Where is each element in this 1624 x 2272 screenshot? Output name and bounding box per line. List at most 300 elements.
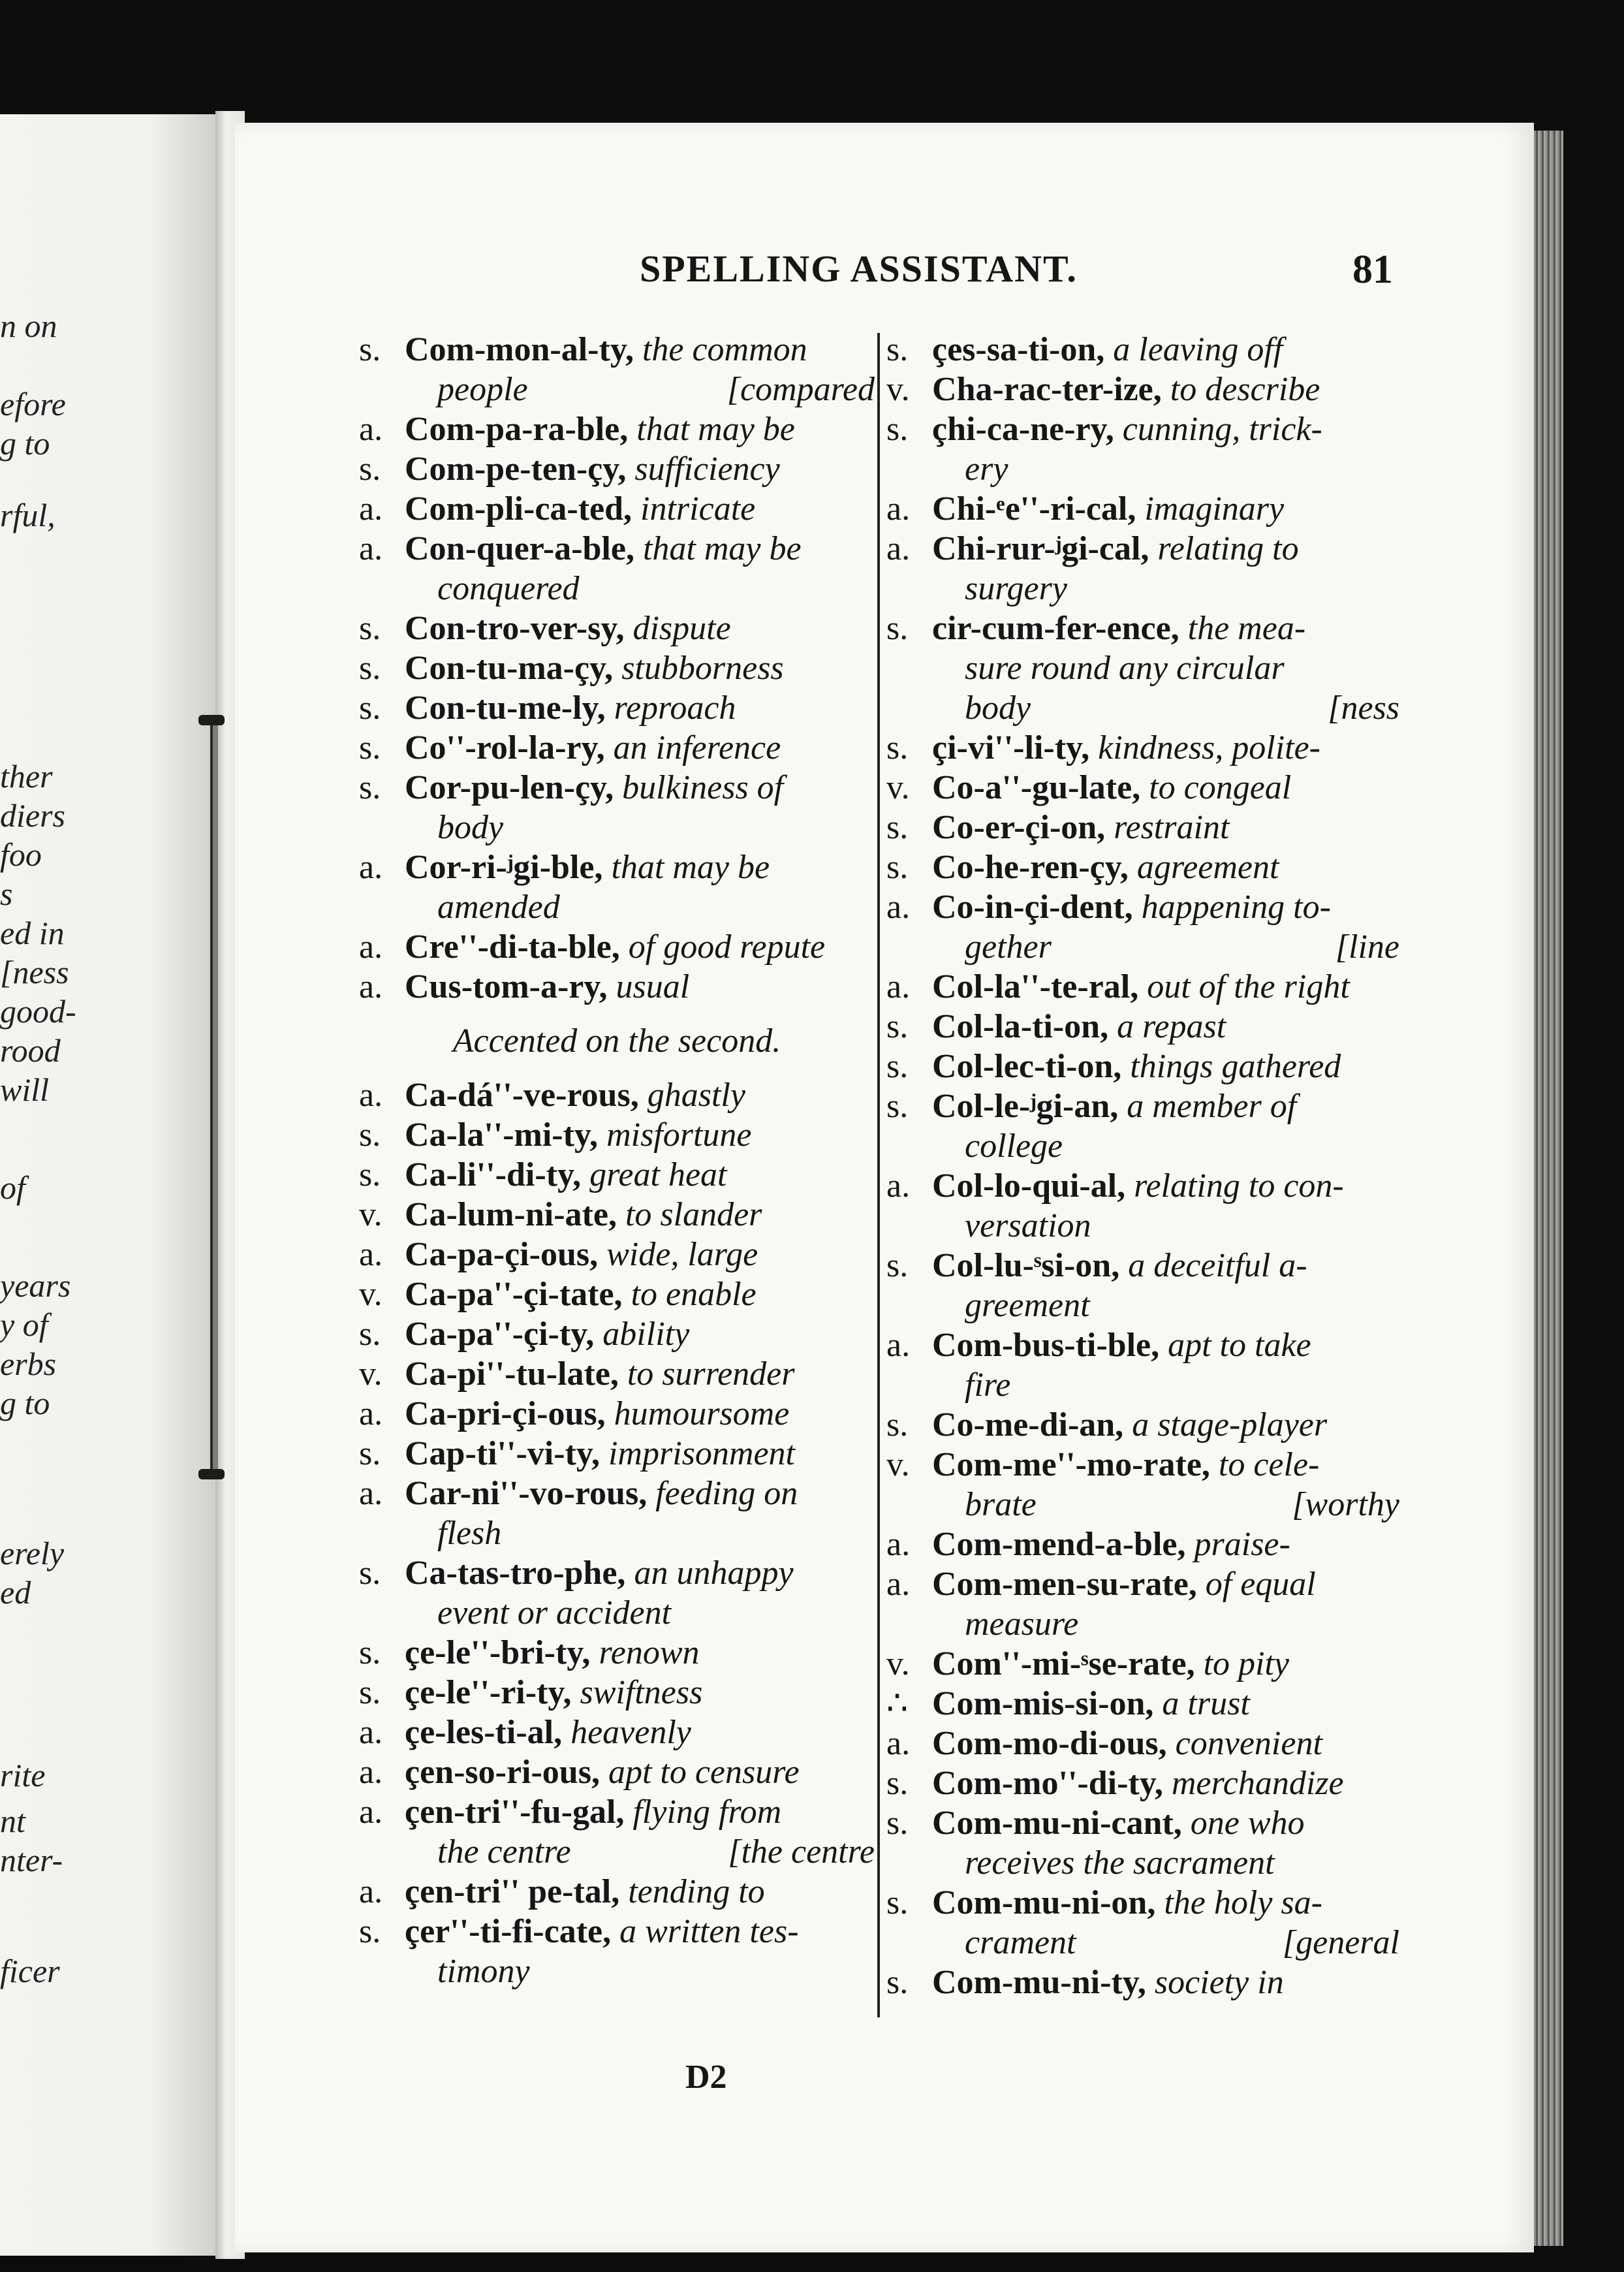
dictionary-entry [886, 1684, 1399, 1724]
left-margin-fragment: ed [0, 1574, 31, 1611]
definition: to enable [631, 1276, 757, 1313]
definition: of equal [1205, 1566, 1316, 1603]
part-of-speech: s. [359, 1156, 381, 1193]
left-margin-fragment: n on [0, 308, 57, 344]
dictionary-entry [359, 1235, 875, 1274]
dictionary-entry [359, 1712, 875, 1752]
definition: to congeal [1149, 769, 1292, 806]
headword: Com-pe-ten-çy, [405, 450, 627, 488]
headword: Com-mend-a-ble, [932, 1526, 1186, 1563]
part-of-speech: v. [886, 371, 910, 408]
continuation-text: crament [965, 1924, 1076, 1961]
dictionary-entry [359, 1115, 875, 1155]
dictionary-entry [886, 409, 1399, 449]
definition: things gathered [1130, 1048, 1341, 1085]
headword: Co-er-çi-on, [932, 809, 1106, 846]
part-of-speech: s. [886, 1008, 909, 1045]
continuation-text: greement [965, 1287, 1090, 1324]
definition: feeding on [655, 1475, 798, 1512]
left-margin-fragment: ed in [0, 915, 65, 951]
headword: Con-tu-ma-çy, [405, 650, 614, 687]
headword: Co-a''-gu-late, [932, 769, 1141, 806]
definition-continuation [886, 449, 1399, 489]
dictionary-entry [359, 768, 875, 808]
headword: çe-le''-bri-ty, [405, 1634, 591, 1671]
continuation-text: gether [965, 928, 1052, 966]
headword: Com-mu-ni-cant, [932, 1805, 1182, 1842]
headword: Com-mo''-di-ty, [932, 1765, 1163, 1802]
dictionary-entry [359, 330, 875, 370]
definition: of good repute [628, 928, 826, 966]
headword: Co-me-di-an, [932, 1406, 1124, 1444]
definition: an unhappy [634, 1554, 794, 1592]
part-of-speech: s. [359, 1316, 381, 1353]
left-margin-fragment: erely [0, 1535, 65, 1571]
definition: a written tes- [619, 1913, 799, 1950]
headword: Co-he-ren-çy, [932, 849, 1129, 886]
dictionary-entry [359, 648, 875, 688]
dictionary-entry [359, 1274, 875, 1314]
dictionary-entry [359, 1075, 875, 1115]
definition-continuation [886, 1604, 1399, 1644]
definition: cunning, trick- [1122, 411, 1322, 448]
part-of-speech: s. [886, 1048, 909, 1085]
definition: the mea- [1187, 610, 1306, 647]
left-margin-fragment: ficer [0, 1953, 60, 1989]
part-of-speech: s. [886, 849, 909, 886]
part-of-speech: s. [886, 331, 909, 368]
part-of-speech: a. [886, 490, 911, 528]
definition: out of the right [1147, 968, 1350, 1005]
part-of-speech: s. [359, 689, 381, 727]
continuation-text: flesh [437, 1515, 502, 1552]
headword: Col-la''-te-ral, [932, 968, 1139, 1005]
definition-continuation [886, 1286, 1399, 1325]
continuation-text: surgery [965, 570, 1067, 607]
part-of-speech: s. [886, 1088, 909, 1125]
part-of-speech: v. [359, 1276, 383, 1313]
part-of-speech: a. [359, 1873, 383, 1910]
continuation-text: body [965, 689, 1031, 727]
definition-continuation [886, 1843, 1399, 1883]
definition: a trust [1162, 1685, 1250, 1722]
definition-continuation [886, 1923, 1399, 1963]
dictionary-entry [359, 1872, 875, 1912]
part-of-speech: a. [359, 1236, 383, 1273]
headword: Col-la-ti-on, [932, 1008, 1109, 1045]
left-margin-fragment: g to [0, 425, 50, 462]
definition: ability [602, 1316, 690, 1353]
part-of-speech: s. [886, 1884, 909, 1921]
part-of-speech: s. [359, 1674, 381, 1711]
dictionary-entry [359, 1553, 875, 1593]
headword: çe-les-ti-al, [405, 1714, 563, 1751]
headword: Com-pli-ca-ted, [405, 490, 632, 528]
definition: reproach [614, 689, 736, 727]
definition: that may be [642, 530, 802, 567]
headword: Cap-ti''-vi-ty, [405, 1435, 600, 1472]
dictionary-entry [886, 608, 1399, 648]
headword: Ca-dá''-ve-rous, [405, 1077, 639, 1114]
headword: Com-mon-al-ty, [405, 331, 634, 368]
definition: swiftness [580, 1674, 703, 1711]
headword: Cor-ri-ʲgi-ble, [405, 849, 603, 886]
left-margin-fragment: ther [0, 758, 53, 795]
dictionary-entry [886, 1644, 1399, 1684]
headword: Col-lo-qui-al, [932, 1167, 1126, 1205]
part-of-speech: s. [886, 411, 909, 448]
continuation-text: brate [965, 1486, 1037, 1523]
dictionary-entry [359, 1752, 875, 1792]
turnover-fragment: [line [1335, 928, 1399, 966]
section-heading: Accented on the second. [452, 1022, 781, 1060]
dictionary-entry [359, 489, 875, 529]
left-margin-fragment: rood [0, 1032, 61, 1069]
binding-knot [198, 715, 225, 725]
part-of-speech: s. [359, 331, 381, 368]
definition: to surrender [627, 1355, 795, 1393]
dictionary-entry [359, 608, 875, 648]
definition: praise- [1194, 1526, 1290, 1563]
definition-continuation [359, 808, 875, 847]
headword: Ca-pa''-çi-ty, [405, 1316, 595, 1353]
part-of-speech: a. [359, 1395, 383, 1432]
part-of-speech: a. [359, 1475, 383, 1512]
definition: relating to con- [1134, 1167, 1344, 1205]
dictionary-entry [886, 967, 1399, 1007]
dictionary-entry [359, 967, 875, 1007]
definition-continuation [359, 1832, 875, 1872]
part-of-speech: a. [359, 490, 383, 528]
definition: the holy sa- [1164, 1884, 1322, 1921]
dictionary-entry [886, 1086, 1399, 1126]
headword: Ca-li''-di-ty, [405, 1156, 582, 1193]
part-of-speech: v. [886, 769, 910, 806]
dictionary-entry [359, 1394, 875, 1434]
headword: Com-bus-ti-ble, [932, 1327, 1160, 1364]
left-margin-fragment: of [0, 1169, 25, 1206]
headword: Ca-la''-mi-ty, [405, 1116, 599, 1154]
part-of-speech: a. [359, 1754, 383, 1791]
part-of-speech: s. [886, 1406, 909, 1444]
column-rule [877, 333, 880, 2017]
headword: çen-tri'' pe-tal, [405, 1873, 620, 1910]
dictionary-entry [886, 529, 1399, 569]
printer-signature: D2 [685, 2059, 727, 2096]
headword: Chi-rur-ʲgi-cal, [932, 530, 1149, 567]
part-of-speech: v. [886, 1446, 910, 1483]
definition: renown [599, 1634, 700, 1671]
part-of-speech: a. [886, 1167, 911, 1205]
part-of-speech: a. [886, 1526, 911, 1563]
dictionary-entry [359, 927, 875, 967]
definition: a member of [1127, 1088, 1297, 1125]
definition-continuation [886, 1365, 1399, 1405]
dictionary-entry [886, 1047, 1399, 1086]
continuation-text: conquered [437, 570, 580, 607]
dictionary-entry [886, 1246, 1399, 1286]
headword: Com-mo-di-ous, [932, 1725, 1167, 1762]
definition: misfortune [606, 1116, 752, 1154]
headword: çen-tri''-fu-gal, [405, 1793, 625, 1831]
definition-continuation [359, 370, 875, 409]
dictionary-entry [359, 1474, 875, 1513]
left-margin-fragment: nt [0, 1803, 25, 1839]
definition: the common [642, 331, 807, 368]
part-of-speech: s. [359, 1913, 381, 1950]
part-of-speech: a. [359, 849, 383, 886]
part-of-speech: s. [886, 1765, 909, 1802]
headword: Col-lec-ti-on, [932, 1048, 1122, 1085]
left-margin-fragment: erbs [0, 1346, 57, 1382]
part-of-speech: a. [359, 1793, 383, 1831]
left-margin-fragment: nter- [0, 1842, 63, 1878]
dictionary-entry [359, 1792, 875, 1832]
headword: Cor-pu-len-çy, [405, 769, 614, 806]
left-margin-fragment: [ness [0, 954, 69, 990]
definition: kindness, polite- [1098, 729, 1320, 766]
continuation-text: timony [437, 1953, 530, 1990]
definition: tending to [628, 1873, 765, 1910]
dictionary-entry [886, 1524, 1399, 1564]
dictionary-entry [359, 529, 875, 569]
continuation-text: versation [965, 1207, 1091, 1244]
definition: wide, large [606, 1236, 758, 1273]
headword: cir-cum-fer-ence, [932, 610, 1179, 647]
definition: to pity [1203, 1645, 1289, 1682]
dictionary-entry [886, 1445, 1399, 1485]
part-of-speech: s. [359, 610, 381, 647]
dictionary-entry [886, 728, 1399, 768]
dictionary-entry [359, 847, 875, 887]
part-of-speech: a. [359, 530, 383, 567]
headword: çe-le''-ri-ty, [405, 1674, 572, 1711]
headword: Cha-rac-ter-ize, [932, 371, 1162, 408]
binding-thread [210, 725, 218, 1475]
definition: apt to censure [608, 1754, 800, 1791]
left-margin-fragment: efore [0, 386, 66, 422]
definition: bulkiness of [622, 769, 784, 806]
page-edge-stack [1534, 131, 1563, 2246]
part-of-speech: a. [886, 1327, 911, 1364]
headword: Com''-mi-ˢse-rate, [932, 1645, 1195, 1682]
continuation-text: measure [965, 1605, 1079, 1643]
headword: Ca-pi''-tu-late, [405, 1355, 619, 1393]
definition: ghastly [647, 1077, 745, 1114]
definition: restraint [1114, 809, 1230, 846]
turnover-fragment: [worthy [1292, 1486, 1399, 1523]
definition: imprisonment [608, 1435, 795, 1472]
dictionary-entry [359, 409, 875, 449]
part-of-speech: a. [359, 968, 383, 1005]
left-margin-fragment: rful, [0, 497, 55, 533]
dictionary-entry [886, 1564, 1399, 1604]
dictionary-entry [359, 1633, 875, 1673]
dictionary-entry [886, 1724, 1399, 1763]
headword: Con-tro-ver-sy, [405, 610, 625, 647]
part-of-speech: a. [886, 968, 911, 1005]
definition: to slander [625, 1196, 762, 1233]
definition: heavenly [570, 1714, 691, 1751]
continuation-text: receives the sacrament [965, 1844, 1275, 1882]
definition: society in [1154, 1964, 1284, 2001]
left-margin-fragment: s [0, 876, 13, 912]
dictionary-entry [886, 1803, 1399, 1843]
continuation-text: sure round any circular [965, 650, 1285, 687]
dictionary-entry [359, 1155, 875, 1195]
headword: Ca-pa-çi-ous, [405, 1236, 599, 1273]
headword: çi-vi''-li-ty, [932, 729, 1090, 766]
part-of-speech: a. [359, 411, 383, 448]
continuation-text: event or accident [437, 1594, 672, 1632]
continuation-text: amended [437, 889, 560, 926]
headword: Ca-tas-tro-phe, [405, 1554, 626, 1592]
headword: Com-mu-ni-on, [932, 1884, 1156, 1921]
definition: convenient [1175, 1725, 1322, 1762]
dictionary-entry [886, 847, 1399, 887]
dictionary-entry [359, 1354, 875, 1394]
turnover-fragment: [the centre [728, 1833, 875, 1870]
definition-continuation [359, 1513, 875, 1553]
headword: Cre''-di-ta-ble, [405, 928, 620, 966]
headword: Co''-rol-la-ry, [405, 729, 605, 766]
headword: Ca-lum-ni-ate, [405, 1196, 617, 1233]
headword: Col-lu-ˢsi-on, [932, 1247, 1120, 1284]
part-of-speech: s. [886, 729, 909, 766]
part-of-speech: s. [886, 1805, 909, 1842]
definition: to describe [1170, 371, 1320, 408]
headword: Com-mis-si-on, [932, 1685, 1154, 1722]
definition-continuation [359, 887, 875, 927]
continuation-text: fire [965, 1366, 1011, 1404]
part-of-speech: s. [359, 1554, 381, 1592]
continuation-text: college [965, 1128, 1063, 1165]
turnover-fragment: [ness [1328, 689, 1399, 727]
dictionary-entry [886, 330, 1399, 370]
definition: usual [616, 968, 690, 1005]
dictionary-entry [886, 1883, 1399, 1923]
headword: Ca-pri-çi-ous, [405, 1395, 606, 1432]
left-margin-fragment: y of [0, 1306, 48, 1343]
headword: çhi-ca-ne-ry, [932, 411, 1114, 448]
definition: flying from [632, 1793, 782, 1831]
dictionary-entry [886, 1405, 1399, 1445]
turnover-fragment: [compared [726, 371, 875, 408]
definition: a deceitful a- [1128, 1247, 1307, 1284]
part-of-speech: v. [359, 1355, 383, 1393]
dictionary-entry [886, 1763, 1399, 1803]
part-of-speech: s. [359, 1435, 381, 1472]
headword: Co-in-çi-dent, [932, 889, 1133, 926]
headword: çes-sa-ti-on, [932, 331, 1105, 368]
dictionary-entry [886, 1166, 1399, 1206]
part-of-speech: a. [886, 1566, 911, 1603]
definition: stubborness [621, 650, 784, 687]
headword: çen-so-ri-ous, [405, 1754, 600, 1791]
dictionary-entry [359, 449, 875, 489]
headword: Ca-pa''-çi-tate, [405, 1276, 623, 1313]
dictionary-entry [886, 370, 1399, 409]
continuation-text: ery [965, 450, 1008, 488]
part-of-speech: v. [886, 1645, 910, 1682]
headword: Col-le-ʲgi-an, [932, 1088, 1119, 1125]
continuation-text: the centre [437, 1833, 571, 1870]
definition: sufficiency [634, 450, 780, 488]
part-of-speech: a. [886, 889, 911, 926]
definition: humoursome [614, 1395, 790, 1432]
dictionary-column-right [886, 330, 1399, 2002]
definition: imaginary [1144, 490, 1285, 528]
left-margin-fragment: will [0, 1071, 50, 1108]
part-of-speech: s. [359, 650, 381, 687]
definition: a stage-player [1132, 1406, 1328, 1444]
definition: that may be [636, 411, 795, 448]
definition: happening to- [1141, 889, 1331, 926]
headword: Com-mu-ni-ty, [932, 1964, 1146, 2001]
continuation-text: body [437, 809, 504, 846]
dictionary-entry [359, 1673, 875, 1712]
part-of-speech: s. [886, 1247, 909, 1284]
left-margin-fragment: rite [0, 1757, 46, 1793]
dictionary-column-left [359, 330, 875, 1991]
headword: Car-ni''-vo-rous, [405, 1475, 648, 1512]
definition-continuation [886, 1206, 1399, 1246]
definition-continuation [886, 688, 1399, 728]
continuation-text: people [437, 371, 528, 408]
headword: çer''-ti-fi-cate, [405, 1913, 612, 1950]
definition-continuation [886, 1485, 1399, 1524]
definition: relating to [1157, 530, 1299, 567]
part-of-speech: s. [359, 1116, 381, 1154]
headword: Com-men-su-rate, [932, 1566, 1197, 1603]
definition: that may be [611, 849, 770, 886]
definition-continuation [886, 927, 1399, 967]
dictionary-entry [886, 887, 1399, 927]
part-of-speech: s. [359, 450, 381, 488]
part-of-speech: s. [886, 1964, 909, 2001]
headword: Com-me''-mo-rate, [932, 1446, 1210, 1483]
running-head: SPELLING ASSISTANT. [640, 247, 1078, 290]
part-of-speech: s. [359, 729, 381, 766]
part-of-speech: a. [359, 928, 383, 966]
left-margin-fragment: foo [0, 836, 42, 873]
definition-continuation [359, 569, 875, 608]
left-margin-fragment: g to [0, 1385, 50, 1421]
dictionary-entry [359, 1314, 875, 1354]
definition: a leaving off [1113, 331, 1283, 368]
part-of-speech: v. [359, 1196, 383, 1233]
part-of-speech: a. [359, 1714, 383, 1751]
definition: an inference [613, 729, 781, 766]
definition-continuation [359, 1951, 875, 1991]
headword: Cus-tom-a-ry, [405, 968, 608, 1005]
dictionary-entry [359, 688, 875, 728]
dictionary-entry [886, 1007, 1399, 1047]
part-of-speech: s. [886, 809, 909, 846]
part-of-speech: s. [359, 769, 381, 806]
headword: Con-quer-a-ble, [405, 530, 634, 567]
part-of-speech: s. [886, 610, 909, 647]
dictionary-entry [886, 808, 1399, 847]
definition: great heat [589, 1156, 727, 1193]
left-margin-fragment: good- [0, 993, 76, 1030]
dictionary-entry [886, 489, 1399, 529]
dictionary-entry [359, 1195, 875, 1235]
turnover-fragment: [general [1282, 1924, 1399, 1961]
part-of-speech: ∴ [886, 1685, 909, 1722]
page-number: 81 [1352, 247, 1393, 292]
left-margin-fragment: diers [0, 797, 65, 834]
